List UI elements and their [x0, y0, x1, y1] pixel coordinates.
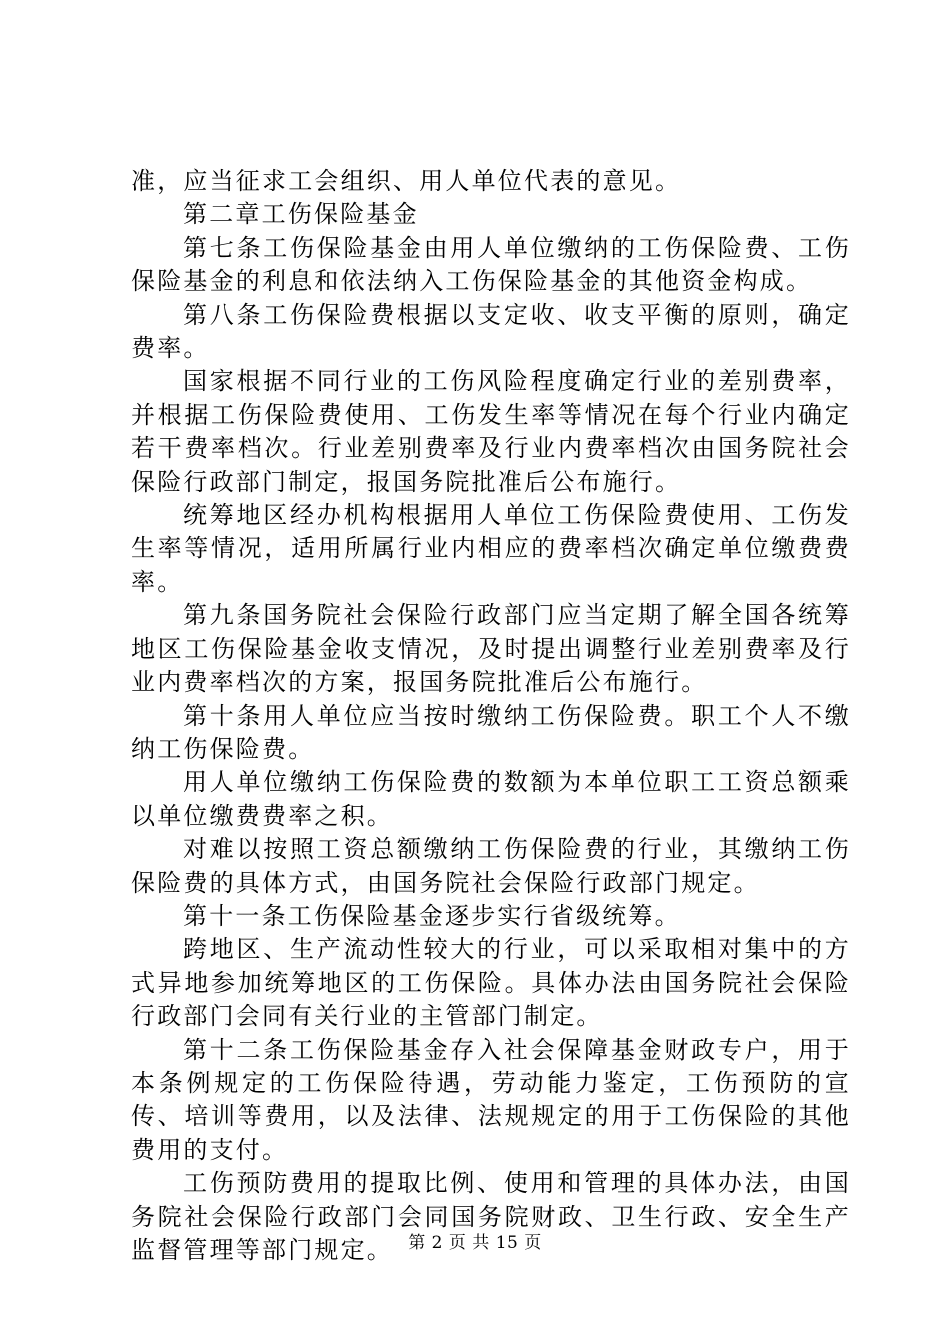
paragraph: 第七条工伤保险基金由用人单位缴纳的工伤保险费、工伤保险基金的利息和依法纳入工伤保险基金的其他资金构成。	[131, 233, 851, 296]
paragraph: 第十条用人单位应当按时缴纳工伤保险费。职工个人不缴纳工伤保险费。	[131, 701, 851, 763]
paragraph: 对难以按照工资总额缴纳工伤保险费的行业，其缴纳工伤保险费的具体方式，由国务院社会保险行政部门规定。	[131, 835, 851, 897]
paragraph: 国家根据不同行业的工伤风险程度确定行业的差别费率，并根据工伤保险费使用、工伤发生率等情况在每个行业内确定若干费率档次。行业差别费率及行业内费率档次由国务院社会保险行政部门制定，报国务院批准后公布施行。	[131, 367, 851, 496]
chapter-heading: 第二章工伤保险基金	[183, 200, 419, 229]
page-number-footer: 第 2 页 共 15 页	[408, 1233, 542, 1253]
paragraph: 第九条国务院社会保险行政部门应当定期了解全国各统筹地区工伤保险基金收支情况，及时提出调整行业差别费率及行业内费率档次的方案，报国务院批准后公布施行。	[131, 601, 851, 697]
paragraph: 统筹地区经办机构根据用人单位工伤保险费使用、工伤发生率等情况，适用所属行业内相应的费率档次确定单位缴费费率。	[131, 501, 851, 596]
document-body	[131, 165, 851, 1267]
paragraph: 第十二条工伤保险基金存入社会保障基金财政专户，用于本条例规定的工伤保险待遇，劳动能力鉴定，工伤预防的宣传、培训等费用，以及法律、法规规定的用于工伤保险的其他费用的支付。	[131, 1035, 851, 1164]
paragraph: 第十一条工伤保险基金逐步实行省级统筹。	[183, 901, 681, 930]
paragraph: 用人单位缴纳工伤保险费的数额为本单位职工工资总额乘以单位缴费费率之积。	[131, 768, 851, 830]
paragraph: 第八条工伤保险费根据以支定收、收支平衡的原则，确定费率。	[131, 300, 851, 363]
paragraph: 准，应当征求工会组织、用人单位代表的意见。	[131, 167, 682, 195]
paragraph: 跨地区、生产流动性较大的行业，可以采取相对集中的方式异地参加统筹地区的工伤保险。具体办法由国务院社会保险行政部门会同有关行业的主管部门制定。	[131, 935, 851, 1031]
paragraph: 工伤预防费用的提取比例、使用和管理的具体办法，由国务院社会保险行政部门会同国务院财政、卫生行政、安全生产监督管理等部门规定。	[131, 1169, 851, 1264]
